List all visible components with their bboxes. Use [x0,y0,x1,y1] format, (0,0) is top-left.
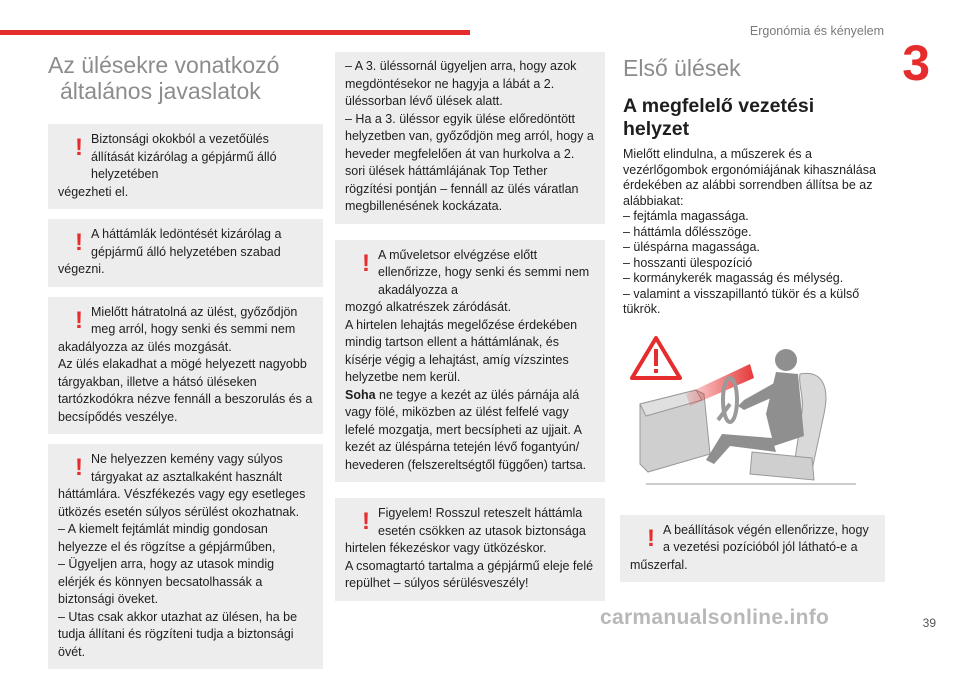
warning-box: ! Biztonsági okokból a vezetőülés állítását kizárólag a gépjármű álló helyzetében végezheti el. [48,124,323,209]
column-general-advice [48,52,323,679]
driver-seat-drawing [626,334,866,499]
warning-box: ! Ne helyezzen kemény vagy súlyos tárgyakat az asztalkaként használt háttámlára. Vészfékezés vagy egy esetleges ütközés esetén súlyos sérülést okozhatnak. – A kiemelt fejtámlát mindig gondosan helyezze el és rögzítse a gépjárműben, – Ügyeljen arra, hogy az utasok mindig elérjék és könnyen becsatolhassák a biztonsági öveket. – Utas csak akkor utazhat az ülésen, ha be tudja állítani és rögzíteni tudja a biztonsági övét. [48,444,323,669]
warning-box: ! A beállítások végén ellenőrizze, hogy a vezetési pozícióból jól látható-e a műszerfal. [620,515,885,583]
exclamation-icon: ! [75,454,83,481]
page-number: 39 [922,616,936,630]
chapter-number: 3 [902,35,930,91]
section-title-general: Az ülésekre vonatkozó általános javaslatok [48,52,280,104]
info-box: – A 3. üléssornál ügyeljen arra, hogy azok megdöntésekor ne hagyja a lábát a 2. üléssorban lévő ülések alatt. – Ha a 3. üléssor egyik ülése előredöntött helyzetben van, győződjön meg arról, hogy a heveder megfelelően át van hurkolva a 2. sori ülések háttámlájának Top Tether rögzítési pontján – fennáll az ülés váratlan megbillenésének kockázata. [335,52,605,224]
column-seat-warnings [335,52,605,611]
exclamation-icon: ! [75,134,83,161]
section-title-front-seats: Első ülések [623,55,741,81]
warning-box: ! A háttámlák ledöntését kizárólag a gépjármű álló helyzetében szabad végezni. [48,219,323,287]
bold-never: Soha [345,387,376,402]
driving-position-text: Mielőtt elindulna, a műszerek és a vezérlőgombok ergonómiájának kihasználása érdekében az alábbi sorrendben állítsa be az alábbiakat: – fejtámla magassága. – háttámla dőlésszöge. – üléspárna magassága. – hosszanti ülespozíció – kormánykerék magasság és mélység. – valamint a visszapillantó tükör és a külső tükrök. [623,147,876,316]
exclamation-icon: ! [362,508,370,535]
chapter-title: Ergonómia és kényelem [749,24,884,38]
header-accent-bar [0,30,470,35]
subsection-title-driving-position: A megfelelő vezetési helyzet [623,95,815,140]
exclamation-icon: ! [75,229,83,256]
exclamation-icon: ! [647,524,655,552]
warning-box: ! A műveletsor elvégzése előtt ellenőrizze, hogy senki és semmi nem akadályozza a mozgó alkatrészek záródását. A hirtelen lehajtás megelőzése érdekében mindig tartson ellent a háttámlának, és kísérje végig a lehajtást, amíg vízszintes helyzetbe nem kerül. Soha ne tegye a kezét az ülés párnája alá vagy fölé, miközben az ülést felfelé vagy lefelé mozgatja, mert becsípheti az ujjait. A kezét az üléspárna tetején lévő fogantyún/ hevederen (felszereltségtől függően) tartsa. [335,240,605,483]
warning-box: ! Mielőtt hátratolná az ülést, győződjön meg arról, hogy senki és semmi nem akadályozza az ülés mozgását. Az ülés elakadhat a mögé helyezett nagyobb tárgyakban, illetve a hátsó üléseken tartózkodókra nézve fennáll a beszorulás és a becsípődés veszélye. [48,297,323,435]
column-front-seats [620,52,885,592]
exclamation-icon: ! [362,249,370,277]
warning-triangle-icon [632,338,680,378]
driver-position-illustration [626,334,866,499]
exclamation-icon: ! [75,306,83,334]
warning-box: ! Figyelem! Rosszul reteszelt háttámla esetén csökken az utasok biztonsága hirtelen fékezéskor vagy ütközéskor. A csomagtartó tartalma a gépjármű eleje felé repülhet – súlyos sérülésveszély! [335,498,605,601]
watermark: carmanualsonline.info [600,606,830,629]
